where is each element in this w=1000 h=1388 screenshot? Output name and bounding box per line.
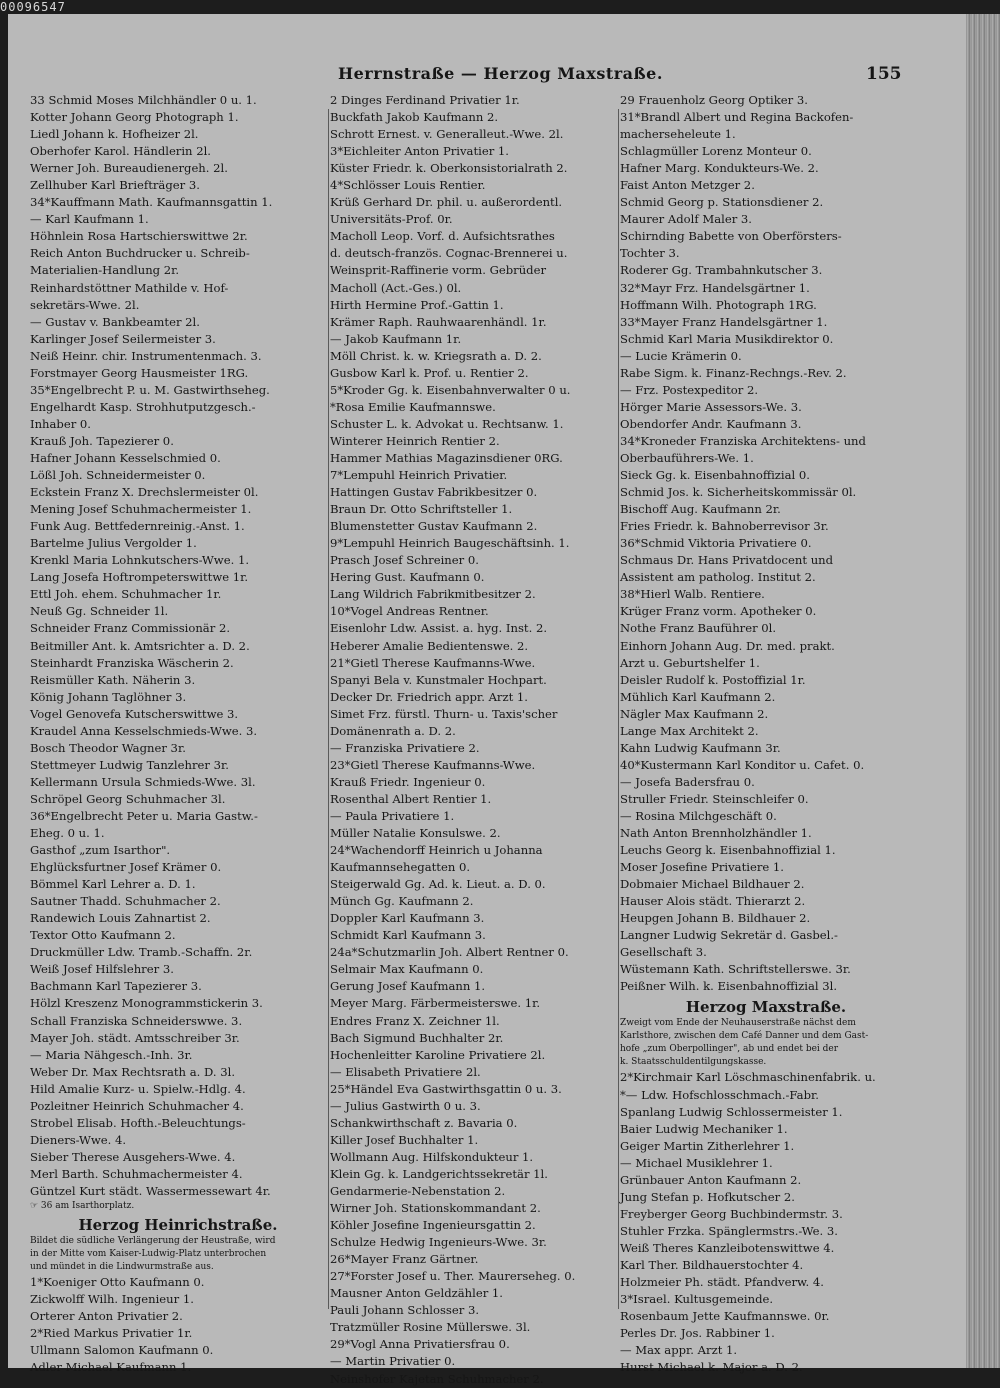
street-heading: Herzog Heinrichstraße. [78,1216,278,1235]
street-description: in der Mitte vom Kaiser-Ludwig-Platz unterbrochen [30,1249,267,1260]
directory-entry: Kaufmannsehegatten 0. [330,860,471,875]
directory-entry: 3*Eichleiter Anton Privatier 1. [330,144,509,159]
directory-entry: Müller Natalie Konsulswe. 2. [330,826,501,841]
directory-entry: Schmid Jos. k. Sicherheitskommissär 0l. [620,485,857,500]
directory-entry: Ullmann Salomon Kaufmann 0. [30,1343,214,1358]
directory-entry: Krüger Franz vorm. Apotheker 0. [620,604,817,619]
directory-entry: Tochter 3. [620,246,680,261]
directory-entry: Zellhuber Karl Briefträger 3. [30,178,200,193]
directory-entry: Karlinger Josef Seilermeister 3. [30,331,216,346]
directory-entry: Rosenbaum Jette Kaufmannswe. 0r. [620,1309,830,1324]
directory-entry: 26*Mayer Franz Gärtner. [330,1252,479,1267]
directory-entry: Wollmann Aug. Hilfskondukteur 1. [330,1149,534,1164]
directory-entry: — Josefa Badersfrau 0. [620,774,755,789]
directory-entry: Bartelme Julius Vergolder 1. [30,536,197,551]
directory-entry: 29*Vogl Anna Privatiersfrau 0. [330,1337,510,1352]
directory-entry: Mausner Anton Geldzähler 1. [330,1286,503,1301]
street-description: und mündet in die Lindwurmstraße aus. [30,1262,214,1273]
directory-entry: Hochenleitter Karoline Privatiere 2l. [330,1047,546,1062]
directory-entry: 25*Händel Eva Gastwirthsgattin 0 u. 3. [330,1081,562,1096]
directory-entry: Hammer Mathias Magazinsdiener 0RG. [330,450,563,465]
directory-entry: Schuster L. k. Advokat u. Rechtsanw. 1. [330,416,564,431]
directory-entry: Simet Frz. fürstl. Thurn- u. Taxis'scher [330,706,558,721]
directory-entry: Hoffmann Wilh. Photograph 1RG. [620,297,817,312]
directory-entry: Meyer Marg. Färbermeisterswe. 1r. [330,996,541,1011]
directory-entry: Winterer Heinrich Rentier 2. [330,433,500,448]
directory-entry: Hauser Alois städt. Thierarzt 2. [620,894,806,909]
directory-entry: — Jakob Kaufmann 1r. [330,331,462,346]
directory-entry: Struller Friedr. Steinschleifer 0. [620,791,809,806]
directory-entry: Sieber Therese Ausgehers-Wwe. 4. [30,1149,236,1164]
directory-entry: Neiß Heinr. chir. Instrumentenmach. 3. [30,348,262,363]
directory-entry: Holzmeier Ph. städt. Pfandverw. 4. [620,1275,824,1290]
directory-entry: 40*Kustermann Karl Konditor u. Cafet. 0. [620,757,865,772]
directory-entry: 7*Lempuhl Heinrich Privatier. [330,468,508,483]
directory-entry: — Lucie Krämerin 0. [620,348,742,363]
directory-entry: Hörger Marie Assessors-We. 3. [620,399,802,414]
column-middle [330,92,620,1386]
directory-entry: Lange Max Architekt 2. [620,723,759,738]
directory-entry: Eisenlohr Ldw. Assist. a. hyg. Inst. 2. [330,621,548,636]
directory-entry: Oberbauführers-We. 1. [620,450,754,465]
directory-entry: Arzt u. Geburtshelfer 1. [620,655,760,670]
directory-entry: Bischoff Aug. Kaufmann 2r. [620,502,781,517]
directory-entry: Hurst Michael k. Major a. D. 2. [620,1360,803,1375]
directory-entry: Lößl Joh. Schneidermeister 0. [30,468,206,483]
directory-entry: Universitäts-Prof. 0r. [330,212,453,227]
directory-entry: 34*Kauffmann Math. Kaufmannsgattin 1. [30,195,273,210]
directory-entry: Kellermann Ursula Schmieds-Wwe. 3l. [30,774,256,789]
street-description: k. Staatsschuldentilgungskasse. [620,1057,767,1068]
column-divider [328,109,329,1309]
directory-entry: 2 Dinges Ferdinand Privatier 1r. [330,93,520,107]
directory-entry: Perles Dr. Jos. Rabbiner 1. [620,1326,775,1341]
directory-entry: Dobmaier Michael Bildhauer 2. [620,877,805,892]
directory-entry: Endres Franz X. Zeichner 1l. [330,1013,500,1028]
directory-entry: Selmair Max Kaufmann 0. [330,962,484,977]
directory-entry: *— Ldw. Hofschlosschmach.-Fabr. [620,1087,819,1102]
directory-entry: Kraudel Anna Kesselschmieds-Wwe. 3. [30,723,258,738]
directory-entry: Wirner Joh. Stationskommandant 2. [330,1201,541,1216]
directory-entry: Schall Franziska Schneiderswwe. 3. [30,1013,243,1028]
directory-entry: 35*Engelbrecht P. u. M. Gastwirthseheg. [30,382,270,397]
directory-entry: Schankwirthschaft z. Bavaria 0. [330,1115,518,1130]
directory-entry: Neinshofer Kajetan Schuhmacher 2. [330,1371,544,1386]
directory-entry: Eckstein Franz X. Drechslermeister 0l. [30,485,259,500]
directory-entry: 34*Kroneder Franziska Architektens- und [620,433,866,448]
directory-entry: Heberer Amalie Bedientenswe. 2. [330,638,529,653]
directory-entry: Krämer Raph. Rauhwaarenhändl. 1r. [330,314,547,329]
directory-entry: Eheg. 0 u. 1. [30,826,105,841]
directory-entry: Nath Anton Brennholzhändler 1. [620,826,812,841]
street-description: hofe „zum Oberpollinger", ab und endet bei der [620,1044,839,1055]
directory-entry: Schneider Franz Commissionär 2. [30,621,231,636]
street-description: ☞ 36 am Isarthorplatz. [30,1201,135,1212]
directory-entry: Buckfath Jakob Kaufmann 2. [330,110,499,125]
directory-entry: Peißner Wilh. k. Eisenbahnoffizial 3l. [620,979,838,994]
directory-entry: Stettmeyer Ludwig Tanzlehrer 3r. [30,757,229,772]
directory-entry: Spanyi Bela v. Kunstmaler Hochpart. [330,672,547,687]
directory-page [8,14,966,1386]
directory-entry: — Max appr. Arzt 1. [620,1343,738,1358]
directory-entry: Zickwolff Wilh. Ingenieur 1. [30,1292,194,1307]
directory-entry: Krüß Gerhard Dr. phil. u. außerordentl. [330,195,563,210]
directory-entry: Roderer Gg. Trambahnkutscher 3. [620,263,823,278]
directory-entry: Schröpel Georg Schuhmacher 3l. [30,791,226,806]
directory-entry: — Frz. Postexpeditor 2. [620,382,759,397]
directory-entry: Schmaus Dr. Hans Privatdocent und [620,553,834,568]
book-page-edges [966,14,1000,1368]
directory-entry: Killer Josef Buchhalter 1. [330,1132,479,1147]
directory-entry: Prasch Josef Schreiner 0. [330,553,479,568]
directory-entry: 33 Schmid Moses Milchhändler 0 u. 1. [30,93,257,107]
directory-entry: — Julius Gastwirth 0 u. 3. [330,1098,481,1113]
directory-entry: Münch Gg. Kaufmann 2. [330,894,474,909]
directory-entry: Hirth Hermine Prof.-Gattin 1. [330,297,504,312]
directory-entry: Pozleitner Heinrich Schuhmacher 4. [30,1098,244,1113]
directory-entry: macherseheleute 1. [620,127,736,142]
directory-entry: 27*Forster Josef u. Ther. Maurerseheg. 0. [330,1269,576,1284]
directory-entry: Krauß Joh. Tapezierer 0. [30,433,174,448]
directory-entry: Vogel Genovefa Kutscherswittwe 3. [30,706,239,721]
directory-entry: Gerung Josef Kaufmann 1. [330,979,486,994]
directory-entry: Schmid Georg p. Stationsdiener 2. [620,195,824,210]
directory-entry: Randewich Louis Zahnartist 2. [30,911,211,926]
directory-entry: Bach Sigmund Buchhalter 2r. [330,1030,504,1045]
directory-entry: 24*Wachendorff Heinrich u Johanna [330,843,543,858]
directory-entry: Stuhler Frzka. Spänglermstrs.-We. 3. [620,1223,838,1238]
directory-entry: 33*Mayer Franz Handelsgärtner 1. [620,314,828,329]
directory-entry: Weber Dr. Max Rechtsrath a. D. 3l. [30,1064,236,1079]
directory-entry: Geiger Martin Zitherlehrer 1. [620,1138,795,1153]
directory-entry: Hafner Marg. Kondukteurs-We. 2. [620,161,819,176]
directory-entry: Reismüller Kath. Näherin 3. [30,672,196,687]
directory-entry: Küster Friedr. k. Oberkonsistorialrath 2. [330,161,568,176]
directory-entry: Pauli Johann Schlosser 3. [330,1303,480,1318]
directory-entry: Assistent am patholog. Institut 2. [620,570,816,585]
directory-entry: Mühlich Karl Kaufmann 2. [620,689,776,704]
directory-entry: Tratzmüller Rosine Müllerswe. 3l. [330,1320,531,1335]
directory-entry: Macholl (Act.-Ges.) 0l. [330,280,462,295]
directory-entry: Bachmann Karl Tapezierer 3. [30,979,202,994]
directory-entry: Sautner Thadd. Schuhmacher 2. [30,894,221,909]
directory-entry: Schirnding Babette von Oberförsters- [620,229,842,244]
directory-entry: Schulze Hedwig Ingenieurs-Wwe. 3r. [330,1235,547,1250]
directory-entry: Weiß Josef Hilfslehrer 3. [30,962,174,977]
directory-entry: Lang Wildrich Fabrikmitbesitzer 2. [330,587,536,602]
directory-entry: Möll Christ. k. w. Kriegsrath a. D. 2. [330,348,542,363]
directory-entry: Karl Ther. Bildhauerstochter 4. [620,1258,804,1272]
directory-entry: Inhaber 0. [30,416,91,431]
directory-entry: Jung Stefan p. Hofkutscher 2. [620,1189,795,1204]
directory-entry: Hild Amalie Kurz- u. Spielw.-Hdlg. 4. [30,1081,246,1096]
directory-entry: Nägler Max Kaufmann 2. [620,706,769,721]
directory-entry: Schmid Karl Maria Musikdirektor 0. [620,331,834,346]
directory-entry: Steinhardt Franziska Wäscherin 2. [30,655,234,670]
directory-entry: Decker Dr. Friedrich appr. Arzt 1. [330,689,528,704]
directory-entry: Rosenthal Albert Rentier 1. [330,791,492,806]
directory-entry: Lang Josefa Hoftrompeterswittwe 1r. [30,570,249,585]
directory-entry: sekretärs-Wwe. 2l. [30,297,140,312]
directory-entry: Merl Barth. Schuhmachermeister 4. [30,1166,243,1181]
directory-entry: Spanlang Ludwig Schlossermeister 1. [620,1104,843,1119]
directory-entry: — Martin Privatier 0. [330,1354,456,1369]
directory-entry: Macholl Leop. Vorf. d. Aufsichtsrathes [330,229,555,244]
directory-entry: Hattingen Gustav Fabrikbesitzer 0. [330,485,538,500]
directory-entry: 24a*Schutzmarlin Joh. Albert Rentner 0. [330,945,569,960]
directory-entry: Klein Gg. k. Landgerichtssekretär 1l. [330,1166,548,1181]
directory-entry: Steigerwald Gg. Ad. k. Lieut. a. D. 0. [330,877,546,892]
page-title: Herrnstraße — Herzog Maxstraße. [338,64,663,83]
directory-entry: Mening Josef Schuhmachermeister 1. [30,502,252,517]
directory-entry: Schlagmüller Lorenz Monteur 0. [620,144,812,159]
directory-entry: Braun Dr. Otto Schriftsteller 1. [330,502,513,517]
directory-entry: 38*Hierl Walb. Rentiere. [620,587,765,602]
directory-entry: Oberhofer Karol. Händlerin 2l. [30,144,211,159]
street-description: Karlsthore, zwischen dem Café Danner und dem Gast- [620,1031,869,1042]
directory-entry: 36*Engelbrecht Peter u. Maria Gastw.- [30,808,258,823]
directory-entry: Rabe Sigm. k. Finanz-Rechngs.-Rev. 2. [620,365,847,380]
directory-entry: Heupgen Johann B. Bildhauer 2. [620,911,811,926]
directory-entry: 3*Israel. Kultusgemeinde. [620,1292,774,1307]
directory-entry: Orterer Anton Privatier 2. [30,1309,183,1324]
directory-entry: Reinhardstöttner Mathilde v. Hof- [30,280,229,295]
directory-entry: 32*Mayr Frz. Handelsgärtner 1. [620,280,810,295]
directory-entry: — Elisabeth Privatiere 2l. [330,1064,481,1079]
directory-entry: 21*Gietl Therese Kaufmanns-Wwe. [330,655,536,670]
directory-entry: Köhler Josefine Ingenieursgattin 2. [330,1218,536,1233]
directory-entry: — Gustav v. Bankbeamter 2l. [30,314,200,329]
directory-entry: Ehglücksfurtner Josef Krämer 0. [30,860,222,875]
directory-entry: Güntzel Kurt städt. Wassermessewart 4r. [30,1184,271,1198]
directory-entry: Ettl Joh. ehem. Schuhmacher 1r. [30,587,222,602]
directory-entry: Moser Josefine Privatiere 1. [620,860,784,875]
street-heading: Herzog Maxstraße. [685,998,847,1017]
directory-entry: — Maria Nähgesch.-Inh. 3r. [30,1047,193,1062]
directory-entry: Engelhardt Kasp. Strohhutputzgesch.- [30,399,256,414]
directory-entry: — Paula Privatiere 1. [330,808,455,823]
directory-entry: 5*Kroder Gg. k. Eisenbahnverwalter 0 u. [330,382,571,397]
directory-entry: Doppler Karl Kaufmann 3. [330,911,485,926]
directory-entry: Gendarmerie-Nebenstation 2. [330,1184,506,1198]
directory-entry: Gasthof „zum Isarthor". [30,843,171,858]
directory-entry: Bosch Theodor Wagner 3r. [30,740,186,755]
directory-entry: Reich Anton Buchdrucker u. Schreib- [30,246,250,261]
directory-entry: Bömmel Karl Lehrer a. D. 1. [30,877,196,892]
directory-entry: 9*Lempuhl Heinrich Baugeschäftsinh. 1. [330,536,570,551]
directory-entry: — Karl Kaufmann 1. [30,212,149,227]
directory-entry: König Johann Taglöhner 3. [30,689,187,704]
directory-entry: Domänenrath a. D. 2. [330,723,456,738]
directory-entry: Einhorn Johann Aug. Dr. med. prakt. [620,638,835,653]
directory-entry: Werner Joh. Bureaudienergeh. 2l. [30,161,228,176]
directory-entry: Kotter Johann Georg Photograph 1. [30,110,239,125]
directory-entry: Liedl Johann k. Hofheizer 2l. [30,127,199,142]
directory-entry: Nothe Franz Bauführer 0l. [620,621,777,636]
directory-entry: Baier Ludwig Mechaniker 1. [620,1121,788,1136]
directory-entry: 2*Ried Markus Privatier 1r. [30,1326,193,1341]
column-right [620,92,912,1375]
directory-entry: Neuß Gg. Schneider 1l. [30,604,169,619]
directory-entry: Strobel Elisab. Hofth.-Beleuchtungs- [30,1115,246,1130]
directory-entry: 31*Brandl Albert und Regina Backofen- [620,110,854,125]
directory-entry: Adler Michael Kaufmann 1. [30,1360,192,1375]
directory-entry: 1*Koeniger Otto Kaufmann 0. [30,1275,205,1290]
directory-entry: Dieners-Wwe. 4. [30,1132,127,1147]
directory-entry: Forstmayer Georg Hausmeister 1RG. [30,365,249,380]
page-number: 155 [866,64,902,84]
directory-entry: Druckmüller Ldw. Tramb.-Schaffn. 2r. [30,945,253,960]
directory-entry: Textor Otto Kaufmann 2. [30,928,176,943]
directory-entry: Blumenstetter Gustav Kaufmann 2. [330,519,538,534]
directory-entry: Fries Friedr. k. Bahnoberrevisor 3r. [620,519,829,534]
directory-entry: *Rosa Emilie Kaufmannswe. [330,399,496,414]
directory-entry: 29 Frauenholz Georg Optiker 3. [620,93,808,107]
directory-entry: Gesellschaft 3. [620,945,707,960]
directory-entry: Wüstemann Kath. Schriftstellerswe. 3r. [620,962,851,977]
directory-entry: Mayer Joh. städt. Amtsschreiber 3r. [30,1030,240,1045]
column-left [30,92,326,1375]
directory-entry: Schrott Ernest. v. Generalleut.-Wwe. 2l. [330,127,564,142]
directory-entry: — Michael Musiklehrer 1. [620,1155,773,1170]
directory-entry: Krenkl Maria Lohnkutschers-Wwe. 1. [30,553,250,568]
directory-entry: Hafner Johann Kesselschmied 0. [30,450,221,465]
street-description: Bildet die südliche Verlängerung der Heustraße, wird [30,1236,276,1247]
directory-entry: — Rosina Milchgeschäft 0. [620,808,777,823]
directory-entry: Gusbow Karl k. Prof. u. Rentier 2. [330,365,529,380]
directory-entry: Maurer Adolf Maler 3. [620,212,752,227]
directory-entry: Deisler Rudolf k. Postoffizial 1r. [620,672,806,687]
directory-entry: 4*Schlösser Louis Rentier. [330,178,486,193]
directory-entry: Freyberger Georg Buchbindermstr. 3. [620,1206,843,1221]
directory-entry: Funk Aug. Bettfedernreinig.-Anst. 1. [30,519,245,534]
directory-entry: Langner Ludwig Sekretär d. Gasbel.- [620,928,838,943]
directory-entry: Materialien-Handlung 2r. [30,263,180,278]
directory-entry: Leuchs Georg k. Eisenbahnoffizial 1. [620,843,836,858]
directory-entry: Weiß Theres Kanzleibotenswittwe 4. [620,1240,835,1255]
directory-entry: Grünbauer Anton Kaufmann 2. [620,1172,802,1187]
scan-id-label: 00096547 [0,0,66,14]
directory-entry: Sieck Gg. k. Eisenbahnoffizial 0. [620,468,810,483]
directory-entry: Hölzl Kreszenz Monogrammstickerin 3. [30,996,263,1011]
directory-entry: 2*Kirchmair Karl Löschmaschinenfabrik. u. [620,1070,876,1085]
directory-entry: Höhnlein Rosa Hartschierswittwe 2r. [30,229,248,244]
directory-entry: 23*Gietl Therese Kaufmanns-Wwe. [330,757,536,772]
directory-entry: Obendorfer Andr. Kaufmann 3. [620,416,802,431]
directory-entry: 36*Schmid Viktoria Privatiere 0. [620,536,812,551]
directory-entry: Hering Gust. Kaufmann 0. [330,570,485,585]
directory-entry: d. deutsch-französ. Cognac-Brennerei u. [330,246,568,261]
directory-entry: Kahn Ludwig Kaufmann 3r. [620,740,781,755]
directory-entry: Krauß Friedr. Ingenieur 0. [330,774,486,789]
directory-entry: Weinsprit-Raffinerie vorm. Gebrüder [330,263,546,278]
page-header [8,64,966,90]
directory-entry: Faist Anton Metzger 2. [620,178,755,193]
street-description: Zweigt vom Ende der Neuhauserstraße nächst dem [620,1018,856,1029]
directory-entry: Beitmiller Ant. k. Amtsrichter a. D. 2. [30,638,250,653]
directory-entry: Schmidt Karl Kaufmann 3. [330,928,486,943]
directory-entry: — Franziska Privatiere 2. [330,740,480,755]
directory-entry: 10*Vogel Andreas Rentner. [330,604,489,619]
